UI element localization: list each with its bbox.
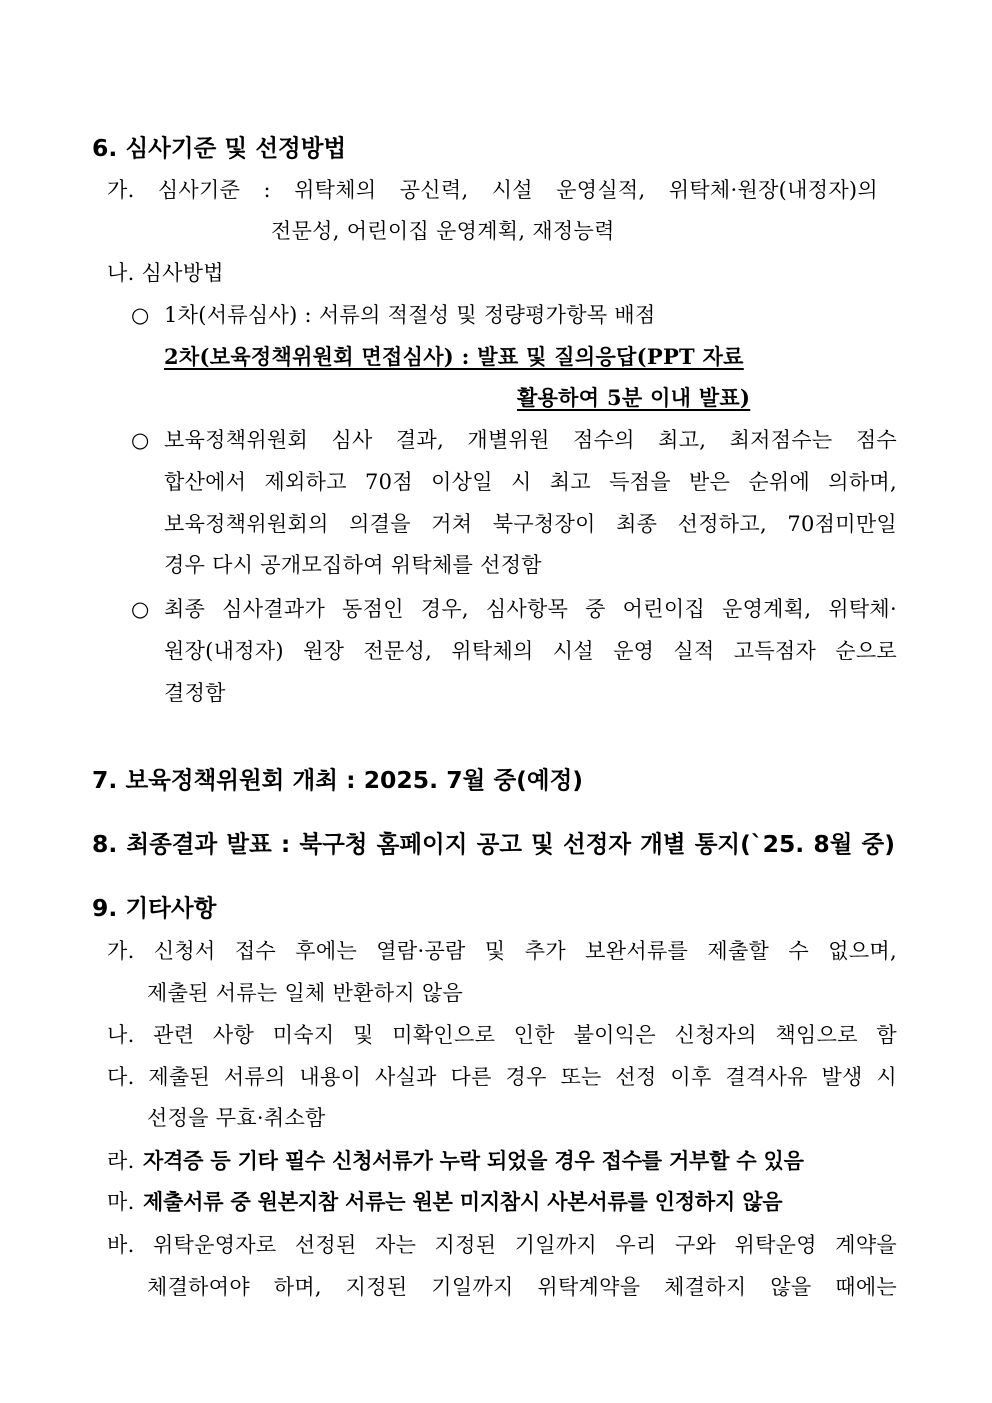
other-ga-line-2: 제출된 서류는 일체 반환하지 않음 <box>147 981 464 1005</box>
other-na: 나. 관련 사항 미숙지 및 미확인으로 인한 불이익은 신청자의 책임으로 함 <box>107 1023 897 1047</box>
section-6-title: 6. 심사기준 및 선정방법 <box>92 134 347 162</box>
method-label: 나. 심사방법 <box>107 261 224 285</box>
bullet-icon: ○ <box>131 597 150 621</box>
criteria-line-1: 가. 심사기준 : 위탁체의 공신력, 시설 운영실적, 위탁체·원장(내정자)의 <box>107 178 878 202</box>
other-ra-label: 라. <box>107 1149 135 1173</box>
section-9-title: 9. 기타사항 <box>92 894 217 922</box>
other-ga-line-1: 가. 신청서 접수 후에는 열람·공람 및 추가 보완서류를 제출할 수 없으며, <box>107 939 897 963</box>
criteria-line-2: 전문성, 어린이집 운영계획, 재정능력 <box>271 219 615 243</box>
method-item-3-line-2: 원장(내정자) 원장 전문성, 위탁체의 시설 운영 실적 고득점자 순으로 <box>164 639 897 663</box>
method-item-1-line-3: 활용하여 5분 이내 발표) <box>517 385 751 410</box>
section-7-title: 7. 보육정책위원회 개최 : 2025. 7월 중(예정) <box>92 766 584 794</box>
method-item-1-line-2: 2차(보육정책위원회 면접심사) : 발표 및 질의응답(PPT 자료 <box>164 344 744 369</box>
method-item-2-line-3: 보육정책위원회의 의결을 거쳐 북구청장이 최종 선정하고, 70점미만일 <box>164 512 897 536</box>
other-ba-line-2: 체결하여야 하며, 지정된 기일까지 위탁계약을 체결하지 않을 때에는 <box>147 1275 897 1299</box>
method-item-2-line-1: 보육정책위원회 심사 결과, 개별위원 점수의 최고, 최저점수는 점수 <box>164 428 897 452</box>
method-item-3-line-3: 결정함 <box>164 681 226 705</box>
method-item-3-line-1: 최종 심사결과가 동점인 경우, 심사항목 중 어린이집 운영계획, 위탁체· <box>164 597 897 621</box>
bullet-icon: ○ <box>131 303 150 327</box>
other-da-line-2: 선정을 무효·취소함 <box>147 1106 326 1130</box>
other-ma-text: 제출서류 중 원본지참 서류는 원본 미지참시 사본서류를 인정하지 않음 <box>143 1189 783 1214</box>
method-item-1: 1차(서류심사) : 서류의 적절성 및 정량평가항목 배점 <box>164 303 656 327</box>
other-da-line-1: 다. 제출된 서류의 내용이 사실과 다른 경우 또는 선정 이후 결격사유 발생 시 <box>107 1065 897 1089</box>
bullet-icon: ○ <box>131 428 150 452</box>
other-ma-label: 마. <box>107 1190 135 1214</box>
section-8-title: 8. 최종결과 발표 : 북구청 홈페이지 공고 및 선정자 개별 통지(`25. 8월 중) <box>92 830 895 858</box>
method-item-2-line-4: 경우 다시 공개모집하여 위탁체를 선정함 <box>164 553 542 577</box>
other-ba-line-1: 바. 위탁운영자로 선정된 자는 지정된 기일까지 우리 구와 위탁운영 계약을 <box>107 1233 897 1257</box>
method-item-2-line-2: 합산에서 제외하고 70점 이상일 시 최고 득점을 받은 순위에 의하며, <box>164 470 897 494</box>
other-ra-text: 자격증 등 기타 필수 신청서류가 누락 되었을 경우 접수를 거부할 수 있음 <box>143 1148 804 1173</box>
